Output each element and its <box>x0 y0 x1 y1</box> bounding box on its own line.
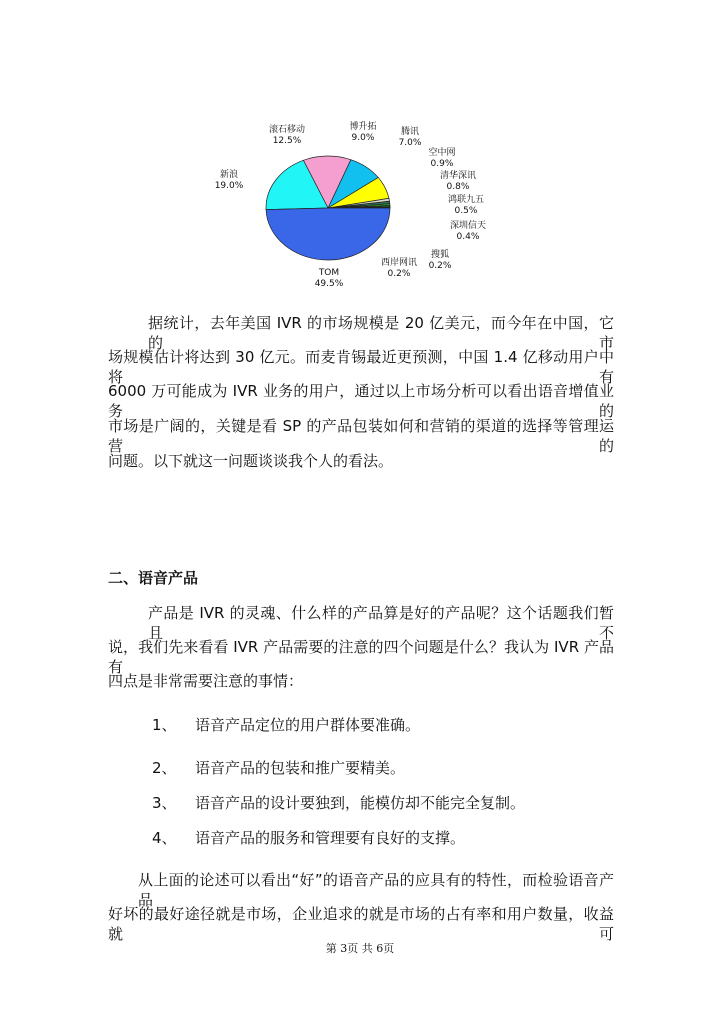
pie-label-value: 0.2% <box>387 269 411 279</box>
paragraph-line: 从上面的论述可以看出“好”的语音产品的应具有的特性，而检验语音产品 <box>138 871 614 909</box>
pie-label-name: 鸿联九五 <box>447 195 485 205</box>
pie-label-value: 19.0% <box>214 181 244 191</box>
pie-label <box>315 268 344 290</box>
pie-label-name: TOM <box>318 268 340 278</box>
pie-label-name: 滚石移动 <box>268 125 306 135</box>
pie-label-value: 0.2% <box>428 261 452 271</box>
pie-label-name: 西岸网讯 <box>380 258 418 268</box>
pie-label <box>429 250 452 272</box>
list-number: 2、 <box>152 759 177 777</box>
pie-label-name: 清华深讯 <box>439 171 477 181</box>
pie-label-value: 0.5% <box>454 206 478 216</box>
list-number: 4、 <box>152 829 177 847</box>
pie-chart <box>0 0 720 300</box>
paragraph-line: 产品是 IVR 的灵魂、什么样的产品算是好的产品呢？这个话题我们暂且不 <box>148 604 614 642</box>
list-number: 1、 <box>152 716 177 734</box>
pie-label-value: 49.5% <box>314 279 344 289</box>
paragraph-line: 四点是非常需要注意的事情： <box>108 672 304 690</box>
pie-label <box>450 221 486 243</box>
pie-label <box>215 170 244 192</box>
pie-label-value: 0.4% <box>456 232 480 242</box>
pie-label-value: 7.0% <box>398 138 422 148</box>
pie-label <box>381 258 417 280</box>
pie-label <box>399 127 422 149</box>
pie-label <box>428 148 455 170</box>
pie-label <box>448 195 484 217</box>
pie-label-name: 空中网 <box>428 148 456 158</box>
pie-label-value: 9.0% <box>351 133 375 143</box>
list-text: 语音产品的包装和推广要精美。 <box>195 759 406 777</box>
paragraph-line: 问题。以下就这一问题谈谈我个人的看法。 <box>108 452 394 470</box>
paragraph-line: 好坏的最好途径就是市场，企业追求的就是市场的占有率和用户数量，收益就可 <box>108 905 614 943</box>
list-text: 语音产品的设计要独到，能模仿却不能完全复制。 <box>195 794 526 812</box>
pie-slice-10 <box>266 208 390 260</box>
paragraph-line: 据统计，去年美国 IVR 的市场规模是 20 亿美元，而今年在中国，它的市 <box>148 314 614 352</box>
pie-label <box>349 122 376 144</box>
paragraph-line: 市场是广阔的，关键是看 SP 的产品包装如何和营销的渠道的选择等管理运营的 <box>108 417 614 455</box>
pie-label <box>440 171 476 193</box>
paragraph-line: 说，我们先来看看 IVR 产品需要的注意的四个问题是什么？我认为 IVR 产品有 <box>108 638 614 676</box>
list-text: 语音产品定位的用户群体要准确。 <box>195 716 421 734</box>
pie-label-value: 0.9% <box>430 159 454 169</box>
section-heading: 二、语音产品 <box>108 569 199 587</box>
list-number: 3、 <box>152 794 177 812</box>
pie-label-name: 博升拓 <box>349 122 377 132</box>
paragraph-line: 6000 万可能成为 IVR 业务的用户，通过以上市场分析可以看出语音增值业务的 <box>108 382 614 420</box>
pie-label-name: 搜狐 <box>430 250 449 260</box>
pie-label-name: 腾讯 <box>400 127 419 137</box>
list-text: 语音产品的服务和管理要有良好的支撑。 <box>195 829 466 847</box>
pie-label-value: 0.8% <box>446 182 470 192</box>
pie-label <box>269 125 305 147</box>
pie-label-value: 12.5% <box>272 136 302 146</box>
pie-label-name: 深圳信天 <box>449 221 487 231</box>
pie-label-name: 新浪 <box>219 170 238 180</box>
paragraph-line: 场规模估计将达到 30 亿元。而麦肯锡最近更预测，中国 1.4 亿移动用户中将有 <box>108 348 614 386</box>
page-footer: 第 3页 共 6页 <box>325 942 395 955</box>
